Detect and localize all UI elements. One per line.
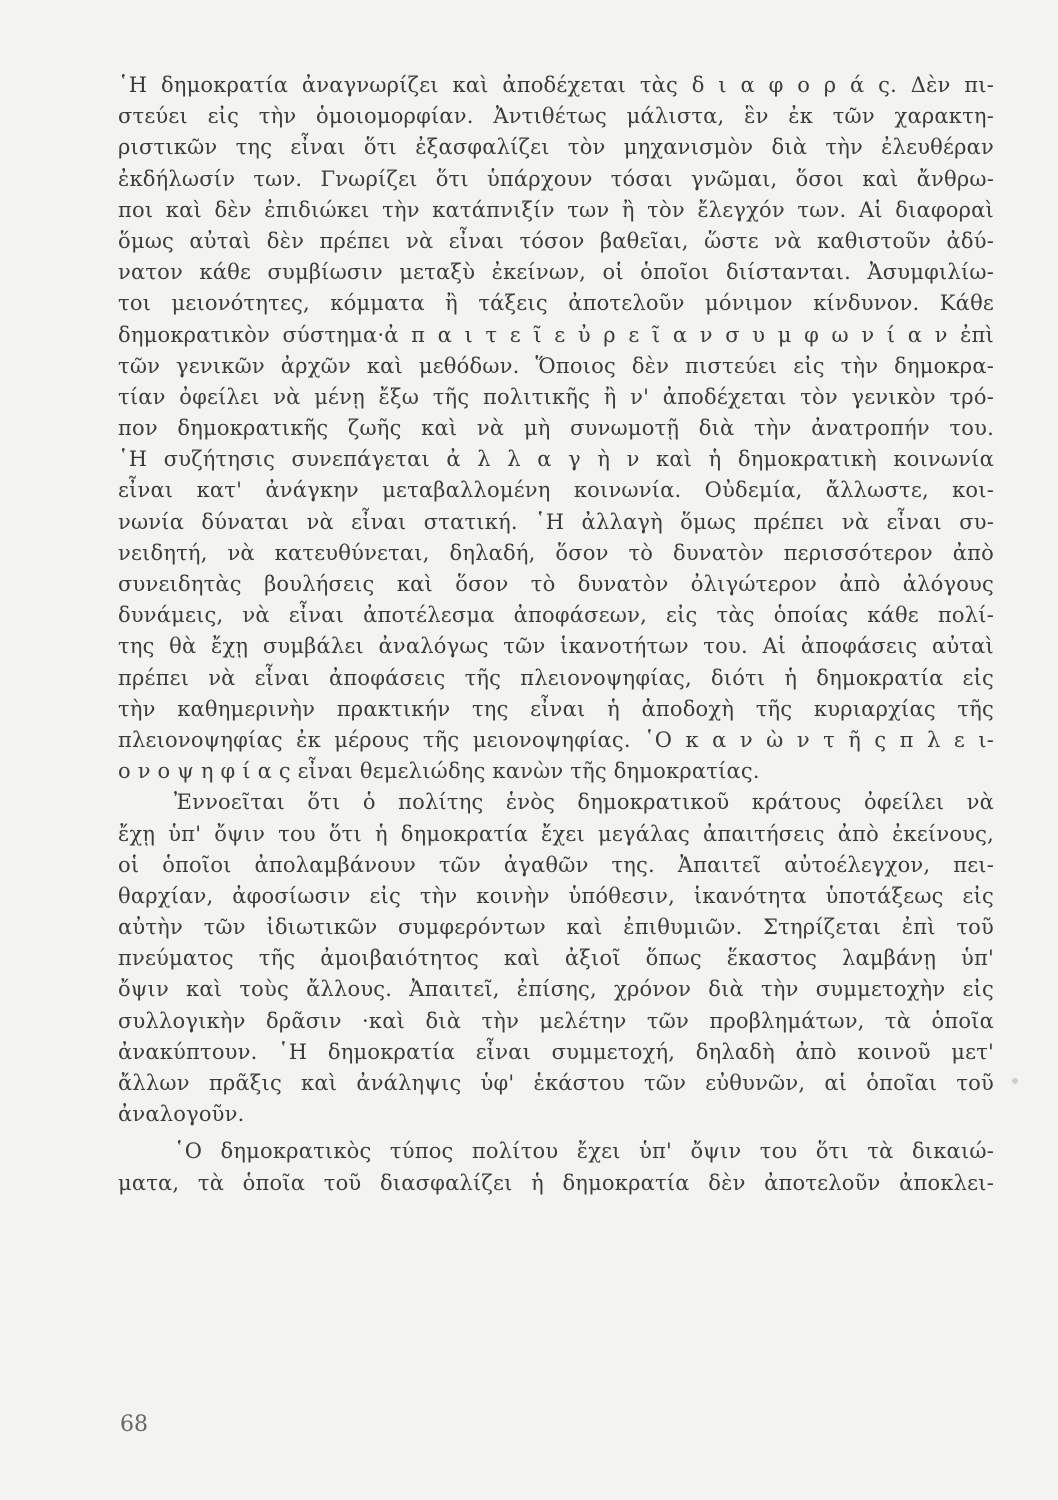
text-line: ἔχῃ ὑπ' ὄψιν του ὅτι ἡ δημοκρατία ἔχει μεγάλας ἀπαιτήσεις ἀπὸ ἐκείνους,	[118, 821, 994, 846]
text-line: εἶναι κατ' ἀνάγκην μεταβαλλομένη κοινωνία. Οὐδεμία, ἄλλωστε, κοι-	[118, 478, 994, 503]
text-line: ἀνακύπτουν. ῾Η δημοκρατία εἶναι συμμετοχή, δηλαδὴ ἀπὸ κοινοῦ μετ'	[118, 1039, 994, 1064]
text-line: ὄψιν καὶ τοὺς ἄλλους. Ἀπαιτεῖ, ἐπίσης, χρόνον διὰ τὴν συμμετοχὴν εἰς	[118, 977, 994, 1002]
text-line: ῾Η συζήτησις συνεπάγεται ἀ λ λ α γ ὴ ν καὶ ἡ δημοκρατικὴ κοινωνία	[118, 447, 994, 472]
text-line: ῾Η δημοκρατία ἀναγνωρίζει καὶ ἀποδέχεται τὰς δ ι α φ ο ρ ά ς. Δὲν πι-	[118, 73, 994, 97]
text-line: νωνία δύναται νὰ εἶναι στατική. ῾Η ἀλλαγὴ ὅμως πρέπει νὰ εἶναι συ-	[118, 509, 994, 534]
text-line: τοι μειονότητες, κόμματα ἢ τάξεις ἀποτελοῦν μόνιμον κίνδυνον. Κάθε	[118, 291, 994, 316]
text-line: ο ν ο ψ η φ ί α ς εἶναι θεμελιώδης κανὼν τῆς δημοκρατίας.	[118, 759, 760, 784]
text-line: δημοκρατικὸν σύστημα·ἀ π α ι τ ε ῖ ε ὐ ρ ε ῖ α ν σ υ μ φ ω ν ί α ν ἐπὶ	[118, 322, 994, 347]
text-line: στεύει εἰς τὴν ὁμοιομορφίαν. Ἀντιθέτως μάλιστα, ἓν ἐκ τῶν χαρακτη-	[118, 104, 994, 129]
text-line: ῾Ο δημοκρατικὸς τύπος πολίτου ἔχει ὑπ' ὄψιν του ὅτι τὰ δικαιώ-	[174, 1139, 994, 1164]
text-line: πνεύματος τῆς ἀμοιβαιότητος καὶ ἀξιοῖ ὅπως ἕκαστος λαμβάνῃ ὑπ'	[118, 946, 994, 971]
text-line: πρέπει νὰ εἶναι ἀποφάσεις τῆς πλειονοψηφίας, διότι ἡ δημοκρατία εἰς	[118, 665, 994, 690]
page-number: 68	[120, 1412, 148, 1437]
text-line: νειδητή, νὰ κατευθύνεται, δηλαδή, ὅσον τὸ δυνατὸν περισσότερον ἀπὸ	[118, 540, 994, 565]
text-line: πλειονοψηφίας ἐκ μέρους τῆς μειονοψηφίας. ῾Ο κ α ν ὼ ν τ ῆ ς π λ ε ι-	[118, 727, 994, 752]
paragraph-3	[118, 1136, 994, 1198]
text-line: οἱ ὁποῖοι ἀπολαμβάνουν τῶν ἀγαθῶν της. Ἀπαιτεῖ αὐτοέλεγχον, πει-	[118, 852, 994, 877]
page-body	[118, 70, 994, 1199]
paper-speck	[1012, 1078, 1018, 1084]
paragraph-2	[118, 787, 994, 1130]
text-line: συνειδητὰς βουλήσεις καὶ ὅσον τὸ δυνατὸν ὀλιγώτερον ἀπὸ ἀλόγους	[118, 572, 994, 596]
text-line: τίαν ὀφείλει νὰ μένῃ ἔξω τῆς πολιτικῆς ἢ ν' ἀποδέχεται τὸν γενικὸν τρό-	[118, 384, 994, 409]
text-line: ἐκδήλωσίν των. Γνωρίζει ὅτι ὑπάρχουν τόσαι γνῶμαι, ὅσοι καὶ ἄνθρω-	[118, 166, 994, 191]
text-line: δυνάμεις, νὰ εἶναι ἀποτέλεσμα ἀποφάσεων, εἰς τὰς ὁποίας κάθε πολί-	[118, 603, 994, 628]
text-line: ἄλλων πρᾶξις καὶ ἀνάληψις ὑφ' ἑκάστου τῶν εὐθυνῶν, αἱ ὁποῖαι τοῦ	[118, 1071, 994, 1095]
text-line: πον δημοκρατικῆς ζωῆς καὶ νὰ μὴ συνωμοτῇ διὰ τὴν ἀνατροπήν του.	[118, 416, 994, 441]
text-line: ὅμως αὐταὶ δὲν πρέπει νὰ εἶναι τόσον βαθεῖαι, ὥστε νὰ καθιστοῦν ἀδύ-	[118, 228, 994, 253]
text-line: τὴν καθημερινὴν πρακτικήν της εἶναι ἡ ἀποδοχὴ τῆς κυριαρχίας τῆς	[118, 696, 994, 721]
paragraph-1	[118, 70, 994, 787]
text-line: της θὰ ἔχῃ συμβάλει ἀναλόγως τῶν ἱκανοτήτων του. Αἱ ἀποφάσεις αὐταὶ	[118, 634, 994, 659]
text-line: ἀναλογοῦν.	[118, 1102, 245, 1127]
text-line: τῶν γενικῶν ἀρχῶν καὶ μεθόδων. Ὅποιος δὲν πιστεύει εἰς τὴν δημοκρα-	[118, 353, 994, 378]
text-line: ριστικῶν της εἶναι ὅτι ἐξασφαλίζει τὸν μηχανισμὸν διὰ τὴν ἐλευθέραν	[118, 135, 994, 160]
text-line: αὐτὴν τῶν ἰδιωτικῶν συμφερόντων καὶ ἐπιθυμιῶν. Στηρίζεται ἐπὶ τοῦ	[118, 915, 994, 940]
text-line: ματα, τὰ ὁποῖα τοῦ διασφαλίζει ἡ δημοκρατία δὲν ἀποτελοῦν ἀποκλει-	[118, 1170, 994, 1195]
text-line: Ἐννοεῖται ὅτι ὁ πολίτης ἑνὸς δημοκρατικοῦ κράτους ὀφείλει νὰ	[174, 790, 994, 815]
text-line: νατον κάθε συμβίωσιν μεταξὺ ἐκείνων, οἱ ὁποῖοι διίστανται. Ἀσυμφιλίω-	[118, 260, 994, 285]
text-line: συλλογικὴν δρᾶσιν ·καὶ διὰ τὴν μελέτην τῶν προβλημάτων, τὰ ὁποῖα	[118, 1008, 994, 1033]
text-line: ποι καὶ δὲν ἐπιδιώκει τὴν κατάπνιξίν των ἢ τὸν ἔλεγχόν των. Αἱ διαφοραὶ	[118, 197, 994, 222]
text-line: θαρχίαν, ἀφοσίωσιν εἰς τὴν κοινὴν ὑπόθεσιν, ἱκανότητα ὑποτάξεως εἰς	[118, 883, 994, 908]
